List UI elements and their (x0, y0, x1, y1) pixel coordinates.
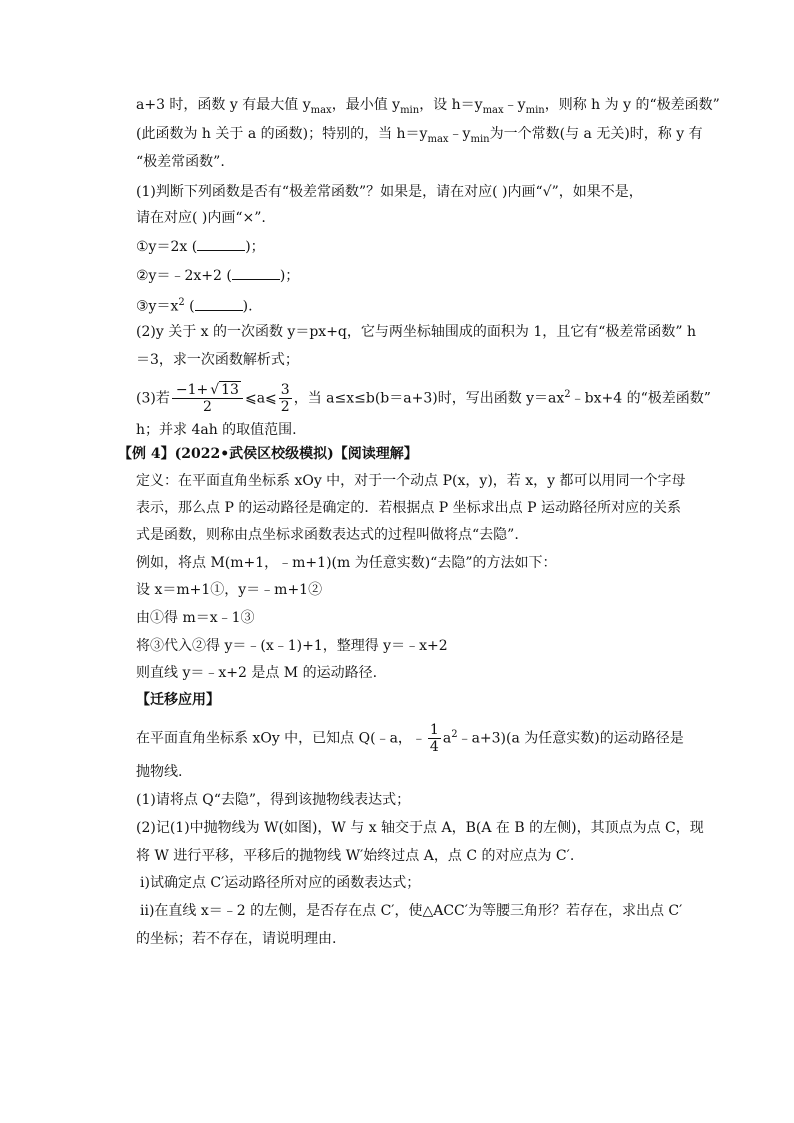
definition-line-2: 表示，那么点 P 的运动路径是确定的．若根据点 P 坐标求出点 P 运动路径所对应的关系 (136, 500, 681, 516)
q1-item-2: ②y＝﹣2x+2 ( )； (136, 265, 299, 286)
example-line-3: 由①得 m＝x﹣1③ (136, 610, 255, 626)
example-line-2: 设 x＝m+1①，y＝﹣m+1② (136, 582, 323, 598)
application-q1: (1)请将点 Q“去隐”，得到该抛物线表达式； (136, 792, 411, 808)
fraction-one-quarter: $\frac{1}{4}$ (429, 722, 439, 756)
definition-line-3: 式是函数，则称由点坐标求函数表达式的过程叫做将点“去隐”. (136, 527, 519, 543)
q2-line-1: (2)y 关于 x 的一次函数 y＝px+q，它与两坐标轴围成的面积为 1，且它有“极差常函数” h (136, 324, 697, 340)
answer-blank-2[interactable] (232, 265, 280, 280)
answer-blank-3[interactable] (195, 296, 243, 311)
q1-item-3: $③y=x^2$ ( ). (136, 297, 253, 315)
application-line-1: 在平面直角坐标系 xOy 中，已知点 Q(﹣a，﹣ $\frac{1}{4}$ $a^2﹣a+3)(a$ 为任意实数)的运动路径是 (136, 722, 684, 756)
application-heading: 【迁移应用】 (136, 692, 220, 708)
definition-line-1: 定义：在平面直角坐标系 xOy 中，对于一个动点 P(x，y)，若 x，y 都可以用同一个字母 (136, 473, 686, 489)
example-4-heading: 【例 4】(2022•武侯区校级模拟)【阅读理解】 (118, 446, 418, 462)
fraction-three-halves: $\frac{3}{2}$ (280, 382, 290, 416)
example-line-5: 则直线 y＝﹣x+2 是点 M 的运动路径. (136, 665, 378, 681)
intro-line-2: (此函数为 h 关于 a 的函数)；特别的，当 $h=y_{max}﹣y_{min}$为一个常数(与 a 无关)时，称 y 有 (136, 126, 703, 145)
application-q2-line-1: (2)记(1)中抛物线为 W(如图)，W 与 x 轴交于点 A，B(A 在 B 的左侧)，其顶点为点 C，现 (136, 820, 704, 836)
q1-line-2: 请在对应( )内画“×”. (136, 210, 266, 226)
q1-line-1: (1)判断下列函数是否有“极差常函数”？如果是，请在对应( )内画“√”，如果不是， (136, 184, 643, 200)
application-q2-ii-line-1: ⅱ)在直线 x＝﹣2 的左侧，是否存在点 C′，使△ACC′为等腰三角形？若存在，求出点 C′ (140, 903, 683, 919)
example-line-4: 将③代入②得 y＝﹣(x﹣1)+1，整理得 y＝﹣x+2 (136, 638, 448, 654)
fraction-sqrt13: $\frac{-1+ √ 13}{2}$ (172, 382, 243, 415)
application-q2-ii-line-2: 的坐标；若不存在，请说明理由. (136, 931, 337, 947)
answer-blank-1[interactable] (197, 236, 245, 251)
q2-line-2: ＝3，求一次函数解析式； (136, 352, 299, 368)
application-q2-i: ⅰ)试确定点 C′运动路径所对应的函数表达式； (140, 875, 421, 891)
example-line-1: 例如，将点 M(m+1，﹣m+1)(m 为任意实数)“去隐”的方法如下： (136, 555, 557, 571)
intro-line-1: a+3 时，函数 y 有最大值 $y_{max}$，最小值 $y_{min}$，设 $h=y_{max}﹣y_{min}$，则称 h 为 y 的“极差函数” (136, 97, 720, 116)
q3-line-2: h；并求 4ah 的取值范围. (136, 422, 297, 438)
q3-line-1: (3)若 $\frac{-1+ √ 13}{2}$ ⩽a⩽ $\frac{3}{2}$ ，当 a≤x≤b(b＝a+3)时，写出函数 $y=ax^2﹣bx+4$ 的“极差函数” (136, 382, 711, 416)
application-q2-line-2: 将 W 进行平移，平移后的抛物线 W′始终过点 A，点 C 的对应点为 C′. (136, 848, 575, 864)
application-line-2: 抛物线. (136, 764, 183, 780)
intro-line-3: “极差常函数”. (136, 154, 225, 170)
q1-item-1: ①y＝2x ( )； (136, 236, 265, 257)
